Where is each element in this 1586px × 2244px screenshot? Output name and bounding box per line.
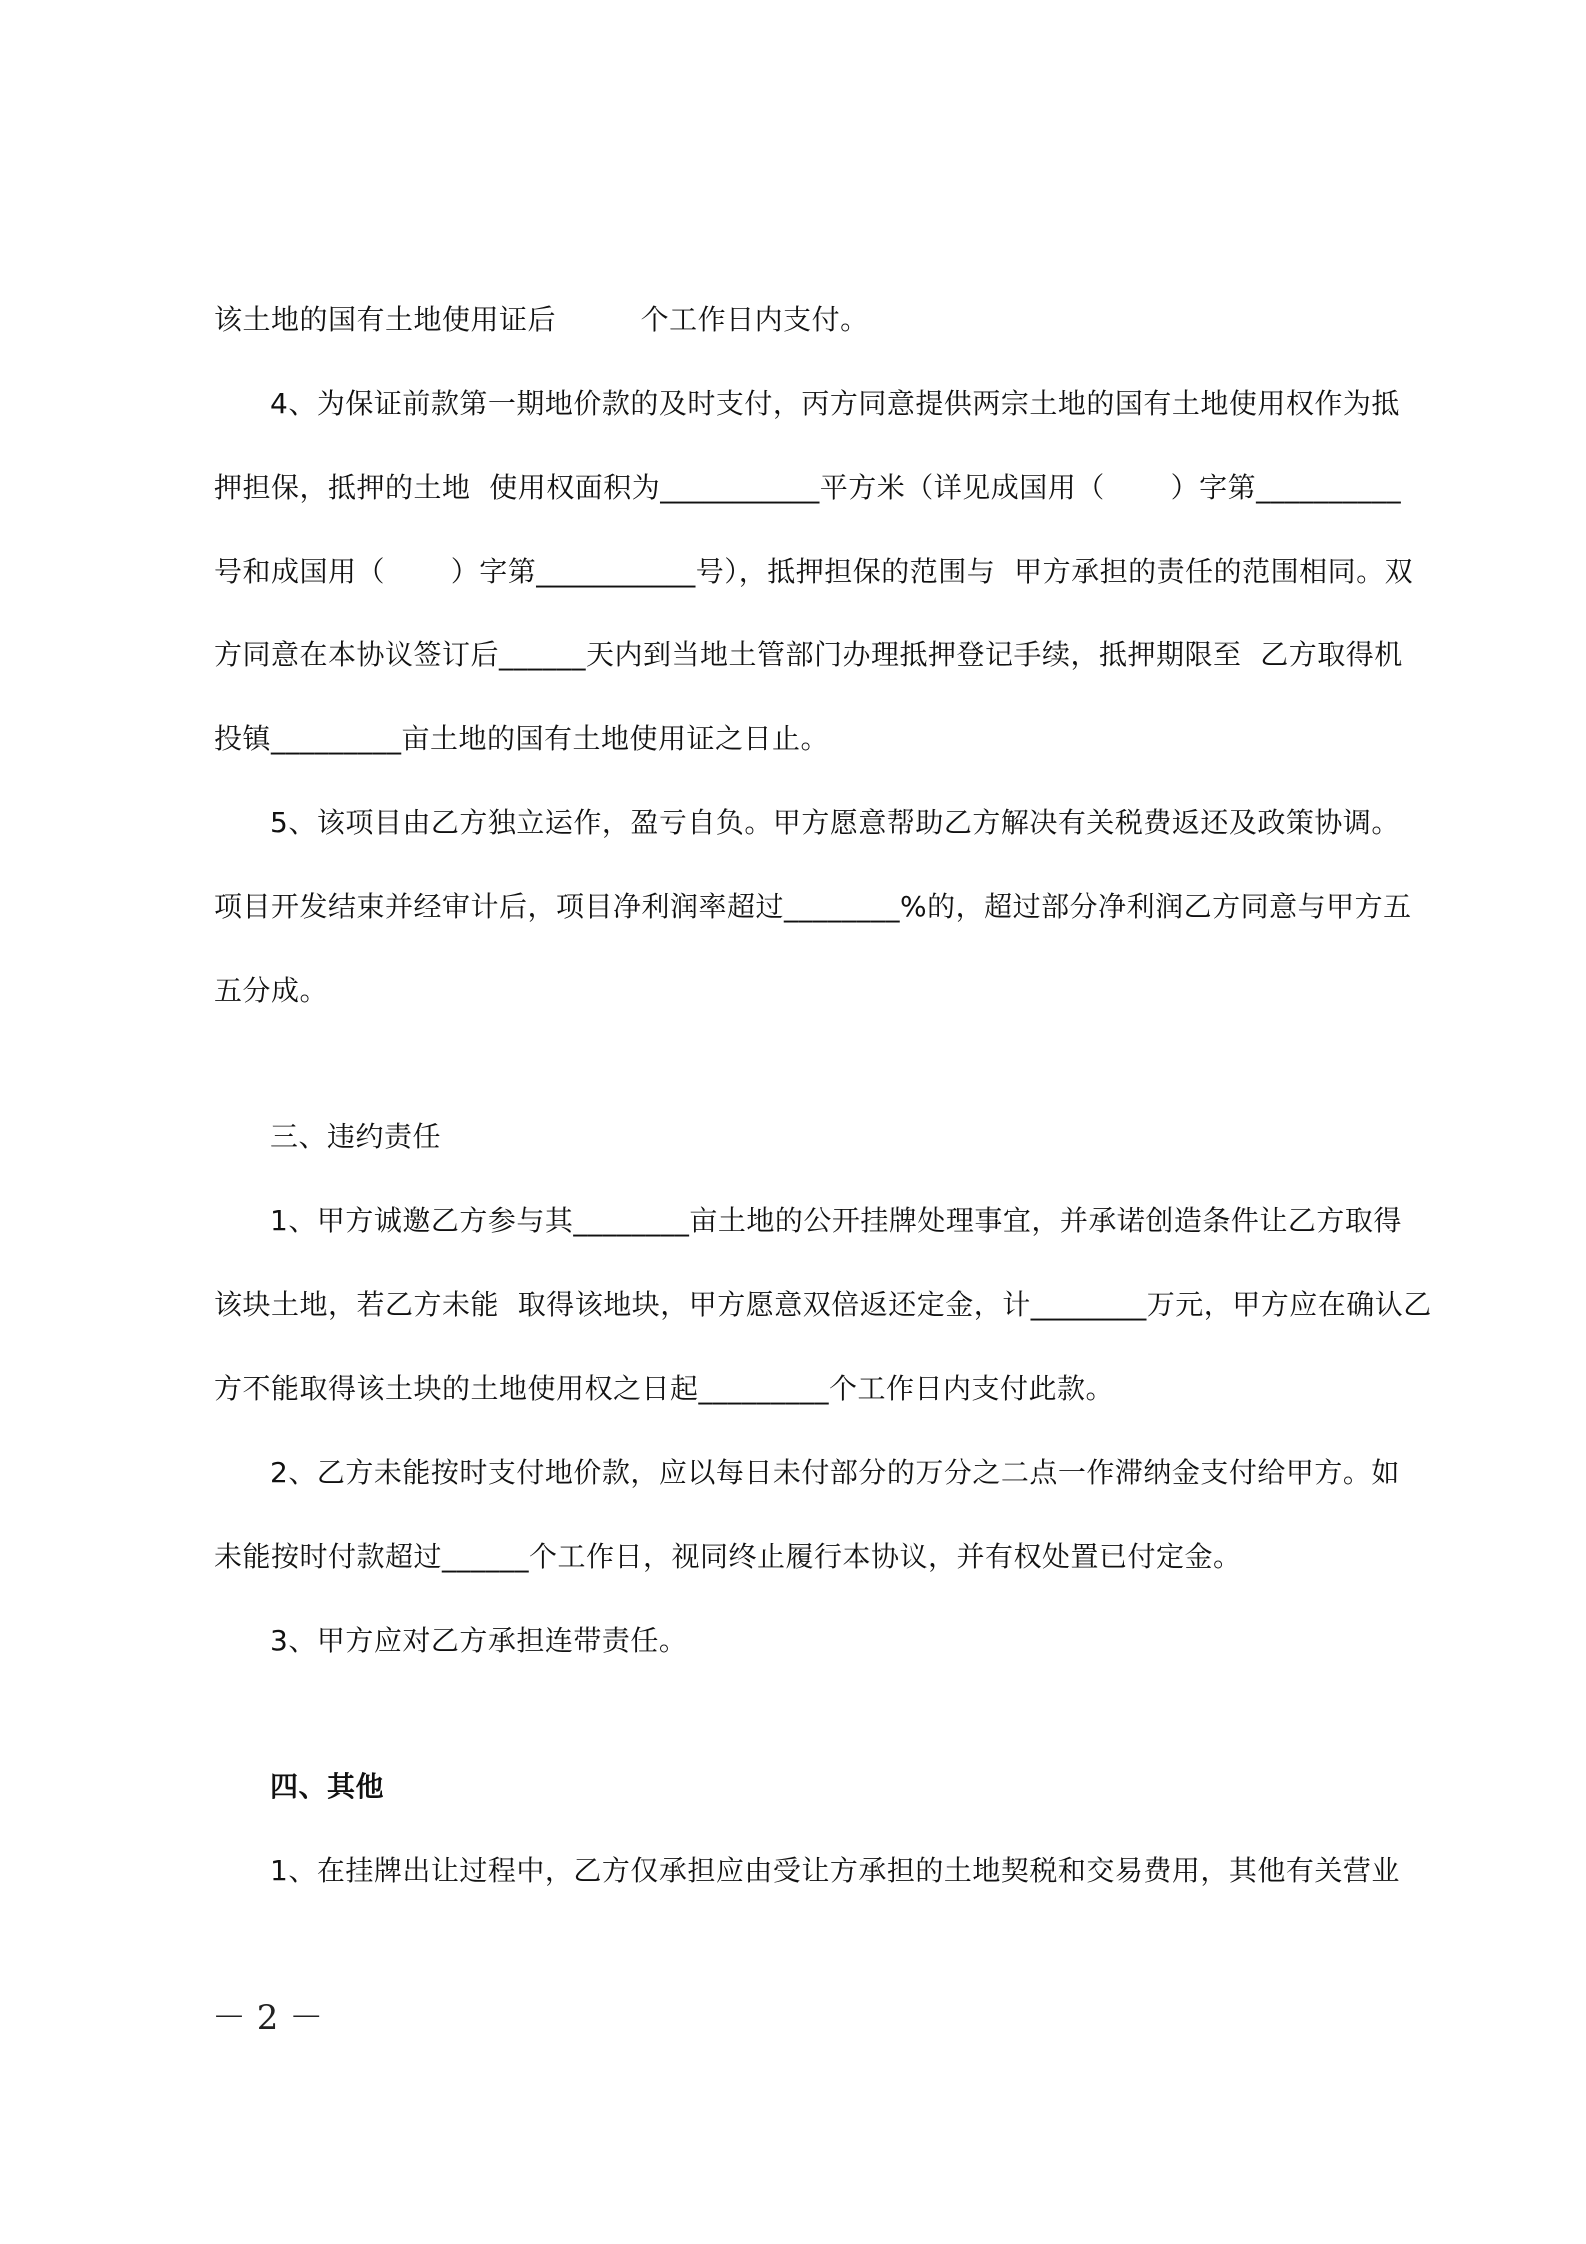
paragraph-line: 2、乙方未能按时支付地价款，应以每日未付部分的万分之二点一作滞纳金支付给甲方。如 <box>270 1456 1400 1489</box>
paragraph-line: 5、该项目由乙方独立运作，盈亏自负。甲方愿意帮助乙方解决有关税费返还及政策协调。 <box>270 806 1400 839</box>
paragraph-line: 该块土地，若乙方未能 取得该地块，甲方愿意双倍返还定金，计________万元，甲方应在确认乙 <box>214 1288 1432 1321</box>
paragraph-line: 未能按时付款超过______个工作日，视同终止履行本协议，并有权处置已付定金。 <box>214 1540 1242 1573</box>
paragraph-line: 方同意在本协议签订后______天内到当地土管部门办理抵押登记手续，抵押期限至 乙方取得机 <box>214 638 1403 671</box>
paragraph-line: 4、为保证前款第一期地价款的及时支付，丙方同意提供两宗土地的国有土地使用权作为抵 <box>270 387 1400 420</box>
paragraph-line: 该土地的国有土地使用证后 个工作日内支付。 <box>214 303 869 336</box>
paragraph-line: 方不能取得该土块的土地使用权之日起_________个工作日内支付此款。 <box>214 1372 1115 1405</box>
page-number: － 2 － <box>212 1998 324 2038</box>
paragraph-line: 五分成。 <box>214 974 329 1007</box>
section-heading: 三、违约责任 <box>270 1120 442 1153</box>
paragraph-line: 项目开发结束并经审计后，项目净利润率超过________%的，超过部分净利润乙方同意与甲方五 <box>214 890 1412 923</box>
paragraph-line: 号和成国用（ ）字第___________号），抵押担保的范围与 甲方承担的责任的范围相同。双 <box>214 555 1414 588</box>
paragraph-line: 1、甲方诚邀乙方参与其________亩土地的公开挂牌处理事宜，并承诺创造条件让乙方取得 <box>270 1204 1402 1237</box>
paragraph-line: 押担保，抵押的土地 使用权面积为___________平方米（详见成国用（ ）字第__________ <box>214 471 1402 504</box>
paragraph-line: 1、在挂牌出让过程中，乙方仅承担应由受让方承担的土地契税和交易费用，其他有关营业 <box>270 1854 1400 1887</box>
paragraph-line: 3、甲方应对乙方承担连带责任。 <box>270 1624 688 1657</box>
paragraph-line: 投镇_________亩土地的国有土地使用证之日止。 <box>214 722 830 755</box>
section-heading: 四、其他 <box>270 1770 385 1803</box>
